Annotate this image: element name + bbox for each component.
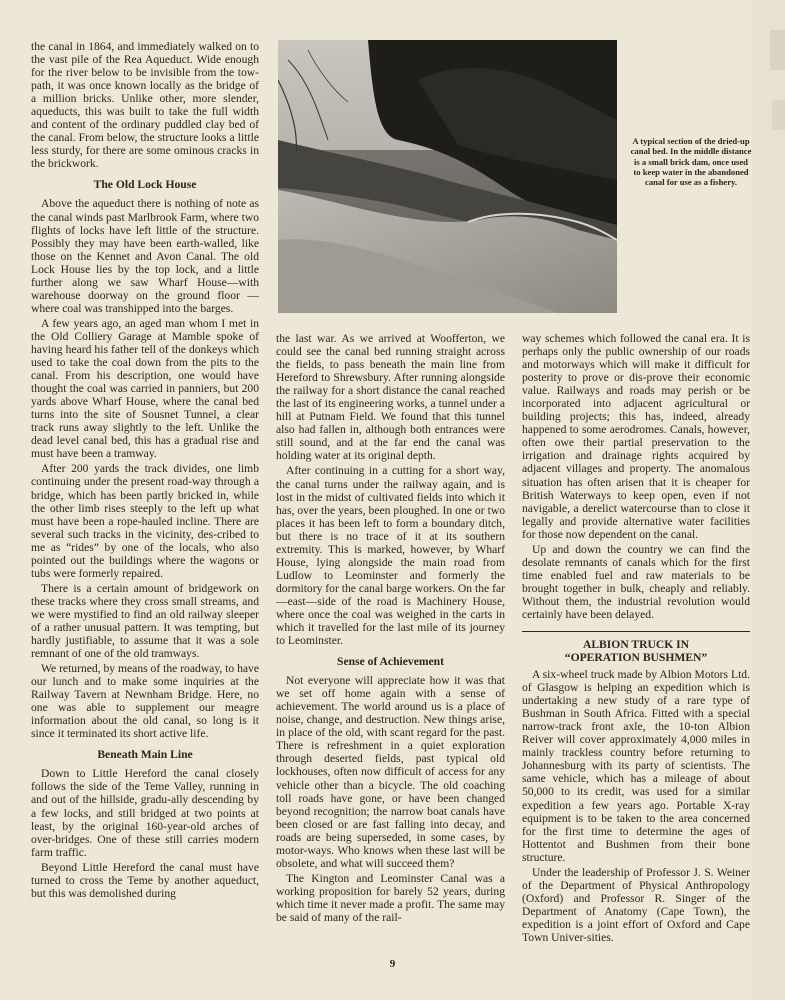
paragraph: the last war. As we arrived at Woofferton, we could see the canal bed running straight across the fields, to pass beneath the main line from Hereford to Shrewsbury. After running alongside the railway for a short distance the canal reached the last of its engineering works, a tunnel under a hill at Putnam Field. We found that this tunnel also had fallen in, although both entrances were still sound, and at the far end the canal was holding water at its original depth. [276, 332, 505, 463]
paragraph: Beyond Little Hereford the canal must have turned to cross the Teme by another aqueduct, but this was demolished during [31, 860, 259, 900]
paragraph: way schemes which followed the canal era. It is perhaps only the public ownership of our roads and motorways which will make it difficult for posterity to prove or dis-prove their economic value. Railways and roads may perish or be incorporated into adjacent agricultural or building projects; this has, indeed, already happened to some aerodromes. Canals, however, often owe their partial preservation to the irrigation and drainage rights acquired by adjacent villages and property. The anomalous situation has often arisen that it is cheaper for British Waterways to keep open, even if not navigable, a derelict watercourse than to close it legally and provide alternative water facilities for those now dependent on the canal. [522, 332, 750, 541]
article-column-3 [522, 332, 750, 946]
paragraph: the canal in 1864, and immediately walked on to the vast pile of the Rea Aqueduct. Wide enough for the river below to be invisible from the tow-path, it was once known locally as the bridge of a million bricks. Unlike other, more slender, aqueducts, this was built to take the full width and content of the ordinary puddled clay bed of the canal. From below, the structure looks a little less sturdy, for there are some ominous cracks in the brickwork. [31, 40, 259, 171]
paragraph: There is a certain amount of bridgework on these tracks where they cross small streams, and we were mystified to find an old railway sleeper of a rather unusual pattern. It was tempting, but hardly justifiable, to assume that it was a sole remnant of one of the old tramways. [31, 581, 259, 661]
article-column-2 [276, 332, 505, 926]
section-heading: The Old Lock House [93, 178, 197, 192]
news-item-heading-line: ALBION TRUCK IN [582, 638, 690, 652]
paragraph: A few years ago, an aged man whom I met in the Old Colliery Garage at Mamble spoke of having heard his father tell of the donkeys which used to take the coal down from the pits to the canal. From his description, one would have thought the coal was carried in panniers, but 200 yards above Wharf House, where the canal bed turns into the site of Sousnet Tunnel, a clear track runs away slightly to the left. Unlike the dead level canal bed, this has a gradual rise and must have been a tramway. [31, 316, 259, 461]
photo-caption: A typical section of the dried-up canal bed. In the middle distance is a small brick dam, once used to keep water in the abandoned canal for use as a fishery. [630, 136, 752, 188]
paragraph: Up and down the country we can find the desolate remnants of canals which for the first time enabled fuel and raw materials to be brought together in bulk, cheaply and reliably. Without them, the industrial revolution would certainly have been delayed. [522, 542, 750, 621]
paragraph: We returned, by means of the roadway, to have our lunch and to make some inquiries at the Railway Tavern at Newnham Bridge. Here, no one was able to supplement our meagre information about the old canal, so long is it since it terminated its short active life. [31, 662, 259, 741]
article-column-1 [31, 40, 259, 902]
news-item-heading [522, 631, 750, 664]
paragraph: The Kington and Leominster Canal was a working proposition for barely 52 years, during which time it never made a profit. The same may be said of many of the rail- [276, 871, 505, 924]
news-item-heading-line: “OPERATION BUSHMEN” [564, 651, 708, 665]
section-heading: Sense of Achievement [337, 655, 444, 669]
paragraph: Not everyone will appreciate how it was that we set off home again with a sense of achievement. The world around us is a place of noise, change, and destruction. New things arise, in place of the old, with scant regard for the past. There is refreshment in a quiet exploration through deserted fields, past typical old lockhouses, often now difficult of access for any vehicle other than a bicycle. The old coaching toll roads have gone, or have been changed beyond recognition; the narrow boat canals have been closed or are fast falling into decay, and roads are being superseded, in some cases, by motor-ways. Who knows when these last will be obsolete, and what will succeed them? [276, 674, 505, 870]
paragraph: Above the aqueduct there is nothing of note as the canal winds past Marlbrook Farm, where two flights of locks have left little of the structure. Possibly they may have been earth-walled, like those on the Kennet and Avon Canal. The old Lock House lies by the top lock, and a little further along we saw Wharf House—with warehouse doorway on the ground floor —where coal was transhipped into the barges. [31, 197, 259, 315]
paragraph: A six-wheel truck made by Albion Motors Ltd. of Glasgow is helping an expedition which is undertaking a new study of a rare type of Bushman in South Africa. Fitted with a special narrow-track front axle, the 10-ton Albion Reiver will cover approximately 4,000 miles in mainly trackless country before returning to Johannesburg with its party of scientists. The same vehicle, which has a mileage of about 50,000 to its credit, was used for a similar expedition a few years ago. Portable X-ray equipment is to be taken to the area concerned for the first time to determine the ages of Hottentot and Bushmen from their bone structure. [522, 668, 750, 864]
page-number: 9 [389, 958, 396, 970]
paragraph: After 200 yards the track divides, one limb continuing under the present road-way through a bridge, which has been partly bricked in, while the other limb rises steeply to the left up what must have been a rope-hauled incline. There are several such tracks in the vicinity, des-cribed to me as “rides” by one of the locals, who also pointed out the buildings where the wagons or tubs were formerly repaired. [31, 462, 259, 580]
paragraph: Down to Little Hereford the canal closely follows the side of the Teme Valley, running in and out of the hillside, gradu-ally descending by a few locks, and still bridged at two points at least, by the original 160-year-old arches of over-bridges. One of these still carries modern farm traffic. [31, 767, 259, 859]
canal-bed-photo [278, 40, 617, 313]
paragraph: After continuing in a cutting for a short way, the canal turns under the railway again, and is lost in the midst of cultivated fields into which it has, over the years, been ploughed. In one or two places it has been left to form a boundary ditch, but there is no trace of it at its southern extremity. This is marked, however, by Wharf House, lying alongside the main road from Ludlow to Leominster and formerly the dormitory for the canal barge workers. On the far—east—side of the road is Machinery House, where once the coal was weighed in the carts in which it travelled for the last mile of its journey to Leominster. [276, 464, 505, 648]
page-edge-shadow [752, 0, 785, 1000]
section-heading: Beneath Main Line [97, 748, 193, 762]
paragraph: Under the leadership of Professor J. S. Weiner of the Department of Physical Anthropology (Oxford) and Professor R. Singer of the Department of Anatomy (Cape Town), the expedition is a joint effort of Oxford and Cape Town Univer-sities. [522, 865, 750, 944]
